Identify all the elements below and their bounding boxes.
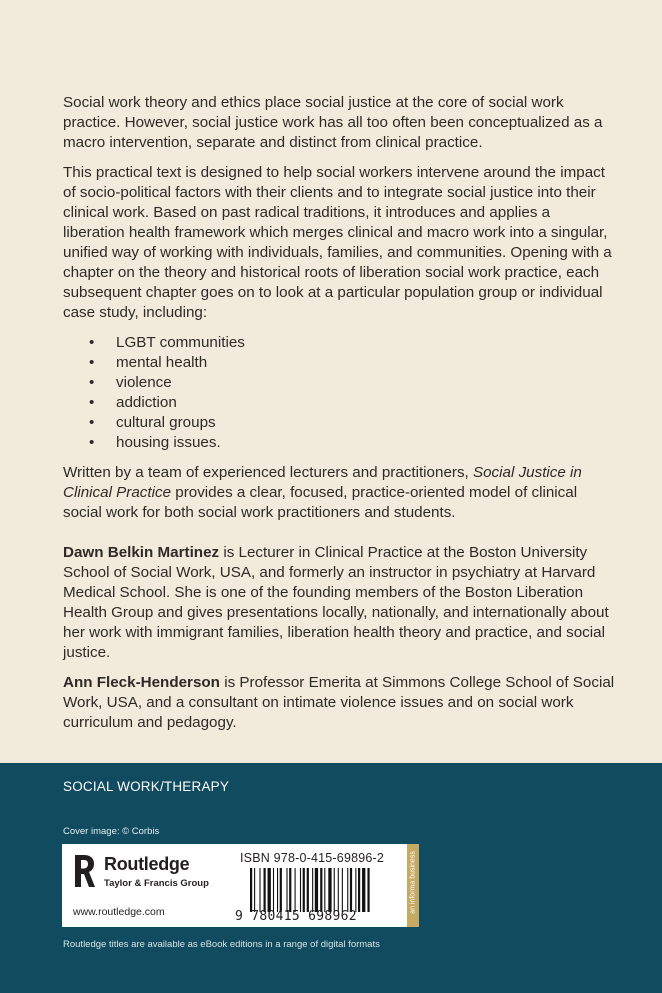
blurb-paragraph-3: Written by a team of experienced lecturers and practitioners, Social Justice in Clinical Practice provides a clear, focused, practice-oriented model of clinical social work for both social work practitioners and students.: [63, 464, 582, 521]
publisher-website: www.routledge.com: [73, 906, 165, 918]
list-item: • LGBT communities: [89, 334, 245, 351]
subject-category: SOCIAL WORK/THERAPY: [63, 779, 230, 794]
list-item: • violence: [89, 374, 172, 391]
publisher-name: Routledge: [104, 854, 190, 874]
informa-strip: [407, 844, 419, 927]
list-item: • housing issues.: [89, 434, 221, 451]
barcode-number: 9 780415 698962: [235, 909, 357, 924]
isbn-label: ISBN 978-0-415-69896-2: [240, 851, 385, 865]
list-item: • addiction: [89, 394, 177, 411]
topic-list: [63, 333, 615, 453]
informa-label: an informa business: [409, 851, 417, 914]
author-name: Dawn Belkin Martinez: [63, 544, 220, 561]
blurb-paragraph-1: Social work theory and ethics place social justice at the core of social work practice. However, social justice work has all too often been conceptualized as a macro intervention, separate and distinct from clinical practice.: [63, 94, 603, 151]
author-bio-2: Ann Fleck-Henderson is Professor Emerita at Simmons College School of Social Work, USA, and a consultant on intimate violence issues and on social work curriculum and pedagogy.: [63, 674, 615, 731]
list-item: • mental health: [89, 354, 208, 371]
routledge-logo-icon: [72, 853, 96, 889]
author-name: Ann Fleck-Henderson: [63, 674, 220, 691]
list-item: • cultural groups: [89, 414, 216, 431]
barcode-icon: [250, 868, 400, 912]
cover-image-credit: Cover image: © Corbis: [63, 826, 160, 837]
author-bio-1: Dawn Belkin Martinez is Lecturer in Clinical Practice at the Boston University School of Social Work, USA, and formerly an instructor in psychiatry at Harvard Medical School. She is one of the founding members of the Boston Liberation Health Group and gives presentations locally, nationally, and internationally about her work with immigrant families, liberation health theory and practice, and social justice.: [63, 544, 609, 661]
ebook-availability-note: Routledge titles are available as eBook editions in a range of digital formats: [63, 939, 380, 950]
publisher-logo: [72, 852, 232, 902]
back-cover-text: [63, 93, 615, 743]
book-title: Social Justice in Clinical Practice: [63, 464, 582, 501]
publisher-info-box: [62, 844, 419, 927]
blurb-paragraph-2: This practical text is designed to help social workers intervene around the impact of socio-political factors with their clients and to integrate social justice into their clinical work. Based on past radical traditions, it introduces and applies a liberation health framework which merges clinical and macro work into a singular, unified way of working with individuals, families, and communities. Opening with a chapter on the theory and historical roots of liberation social work practice, each subsequent chapter goes on to look at a particular population group or individual case study, including:: [63, 164, 612, 321]
cover-footer-band: [0, 763, 662, 993]
publisher-group: Taylor & Francis Group: [104, 878, 209, 889]
